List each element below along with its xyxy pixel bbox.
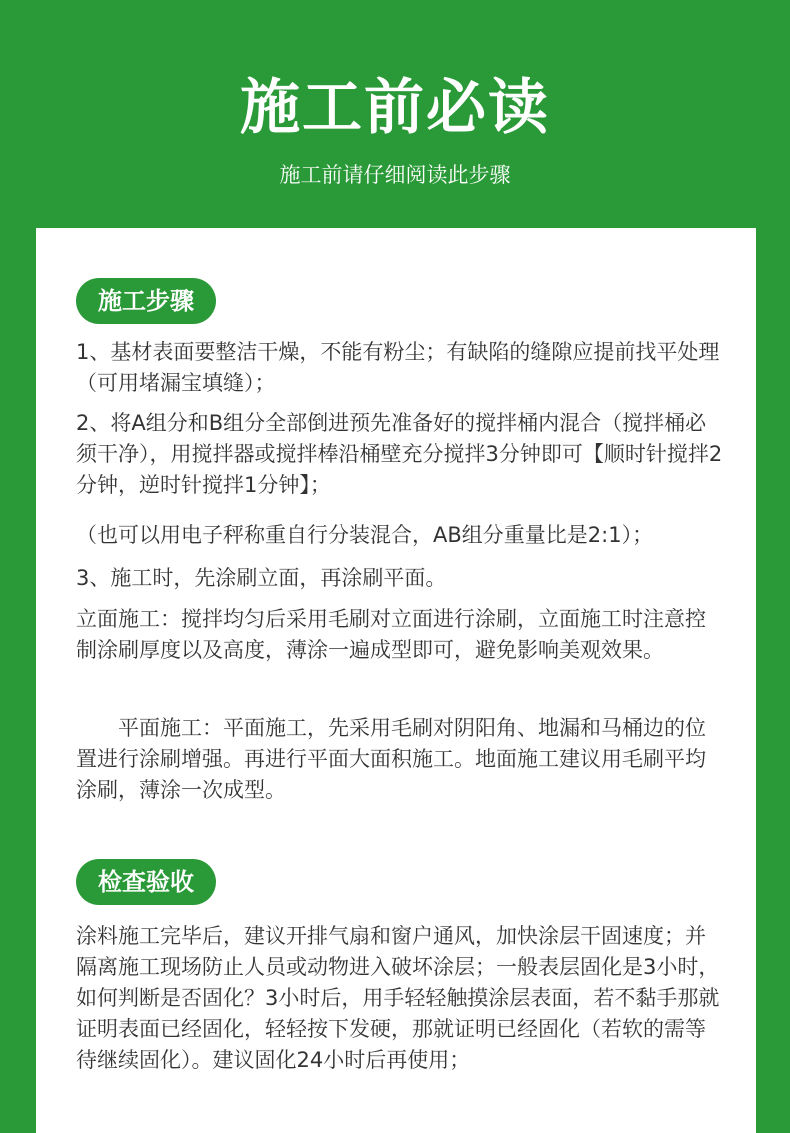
content-card bbox=[36, 228, 756, 1133]
page-subtitle: 施工前请仔细阅读此步骤 bbox=[279, 163, 511, 187]
step-2-note-text: （也可以用电子秤称重自行分装混合，AB组分重量比是2:1）； bbox=[76, 523, 654, 547]
step-3-text: 3、施工时，先涂刷立面，再涂刷平面。 bbox=[76, 566, 447, 590]
vertical-application-text: 立面施工：搅拌均匀后采用毛刷对立面进行涂刷，立面施工时注意控制涂刷厚度以及高度，薄涂一遍成型即可，避免影响美观效果。 bbox=[76, 607, 706, 662]
step-2-text: 2、将A组分和B组分全部倒进预先准备好的搅拌桶内混合（搅拌桶必须干净），用搅拌器或搅拌棒沿桶壁充分搅拌3分钟即可【顺时针搅拌2分钟，逆时针搅拌1分钟】； bbox=[76, 411, 723, 497]
horizontal-application-text: 平面施工：平面施工，先采用毛刷对阴阳角、地漏和马桶边的位置进行涂刷增强。再进行平面大面积施工。地面施工建议用毛刷平均涂刷，薄涂一次成型。 bbox=[76, 716, 706, 802]
inspection-text: 涂料施工完毕后，建议开排气扇和窗户通风，加快涂层干固速度；并隔离施工现场防止人员或动物进入破坏涂层；一般表层固化是3小时，如何判断是否固化？3小时后，用手轻轻触摸涂层表面，若不黏手那就证明表面已经固化，轻轻按下发硬，那就证明已经固化（若软的需等待继续固化）。建议固化24小时后再使用； bbox=[76, 924, 720, 1072]
step-1-text: 1、基材表面要整洁干燥，不能有粉尘；有缺陷的缝隙应提前找平处理（可用堵漏宝填缝）； bbox=[76, 340, 720, 395]
section-heading-inspection: 检查验收 bbox=[76, 859, 216, 905]
header bbox=[0, 0, 790, 228]
section-heading-construction-steps: 施工步骤 bbox=[76, 278, 216, 324]
page-title: 施工前必读 bbox=[240, 73, 550, 143]
